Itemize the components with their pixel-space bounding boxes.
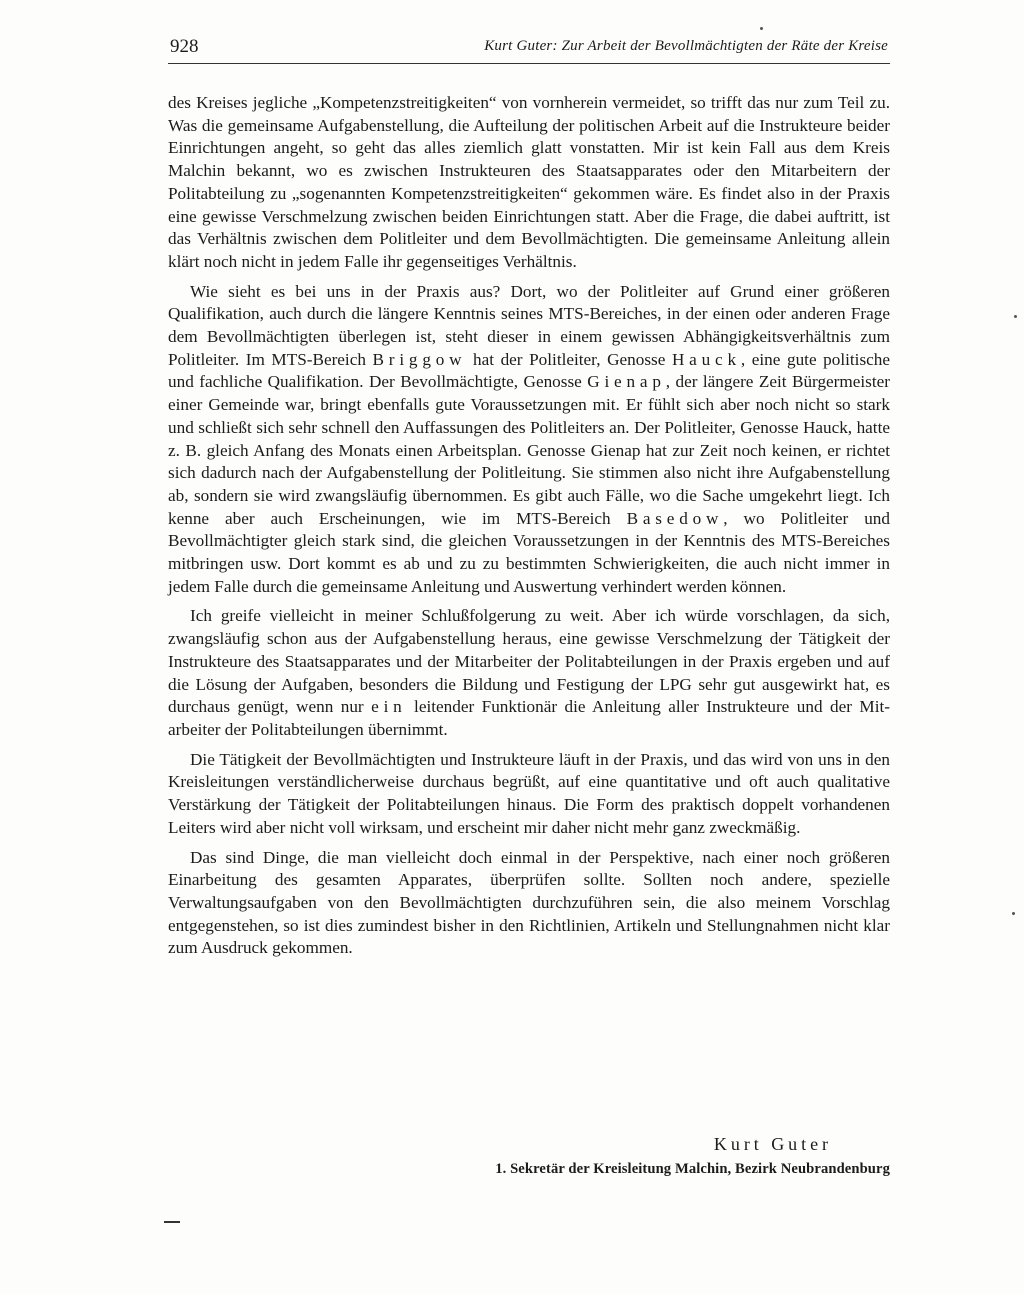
page-dash-mark xyxy=(164,1221,180,1223)
text-run: leitender Funktionär die Anleitung aller Instrukteure und der Mitarbeiter der Politabteilungen übernimmt. xyxy=(168,697,891,739)
paragraph-5 xyxy=(168,847,890,961)
author-role: 1. Sekretär der Kreisleitung Malchin, Bezirk Neubrandenburg xyxy=(495,1161,890,1177)
author-name: Kurt Guter xyxy=(713,1134,832,1154)
spaced-emphasis: Gienap xyxy=(587,372,666,392)
print-speck xyxy=(1014,315,1017,318)
paragraph-3 xyxy=(168,605,890,741)
paragraph-1 xyxy=(168,92,890,274)
author-signature-block xyxy=(420,1134,890,1178)
text-run: Die Tätigkeit der Bevollmächtigten und Instrukteure läuft in der Praxis, und das wird von uns in den Kreisleitungen verständlicherweise durchaus begrüßt, auf eine quantitative und oft auch qualitative Verstärkung der Tätigkeit der Politabteilungen hinaus. Die Form des praktisch doppelt vorhandenen Leiters wird aber nicht voll wirksam, und erscheint mir daher nicht mehr ganz zweckmäßig. xyxy=(168,749,890,837)
text-run: , der längere Zeit Bürgermeister einer Gemeinde war, bringt ebenfalls gute Voraussetzungen mit. Er fühlt sich aber noch nicht so stark und schließt sich sehr schnell den Auffassungen des Politleiters an. Der Politleiter, Genosse Hauck, hatte z. B. gleich Anfang des Monats einen Arbeitsplan. Genosse Gienap hat zur Zeit noch keinen, er richtet sich dadurch nach der Aufgabenstellung der Politleitung. Sie stimmen also nicht ihre Aufgabenstellung ab, sondern sie wird zwangsläufig übernommen. Es gibt auch Fälle, wo die Sache umgekehrt liegt. Ich kenne aber auch Erscheinungen, wie im MTS-Bereich xyxy=(168,372,890,528)
spaced-emphasis: Basedow xyxy=(626,508,724,528)
page-header xyxy=(168,34,890,60)
text-run: hat der Politleiter, Genosse xyxy=(466,349,672,369)
text-run: Das sind Dinge, die man vielleicht doch einmal in der Perspektive, nach einer noch größeren Einarbeitung des gesamten Apparates, überprüfen sollte. Sollten noch andere, spezielle Verwaltungsaufgaben von den Bevollmächtigten durchzuführen sein, die also meinem Vorschlag entgegenstehen, so ist dies zumindest bisher in den Richtlinien, Artikeln und Stellungnahmen nicht klar zum Ausdruck gekommen. xyxy=(168,847,890,958)
text-run: , eine gute politische und fachliche Qualifikation. Der Bevollmächtigte, Genosse xyxy=(168,349,890,392)
print-speck xyxy=(760,27,763,30)
paragraph-4 xyxy=(168,749,890,840)
spaced-emphasis: ein xyxy=(371,697,407,717)
text-run: Wie sieht es bei uns in der Praxis aus? Dort, wo der Politleiter auf Grund einer größeren Qualifikation, auch durch die längere Kenntnis seines MTS-Bereiches, in der einen oder anderen Frage dem Bevollmächtigten überlegen ist, steht dieser in einem gewissen Abhängigkeitsverhältnis zum Politleiter. Im MTS-Bereich xyxy=(168,281,890,369)
page-number: 928 xyxy=(170,36,199,57)
article-body xyxy=(168,92,890,960)
text-run: , wo Politleiter und Bevollmächtigter gleich stark sind, die gleichen Voraussetzungen in der Kenntnis des MTS-Bereiches mitbringen usw. Dort kommt es ab und zu zu bestimmten Schwierigkeiten, die auch nicht immer in jedem Falle durch die gemeinsame Anleitung und Auswertung verhindert werden können. xyxy=(168,508,890,596)
paragraph-2 xyxy=(168,281,890,599)
header-rule xyxy=(168,63,890,64)
text-run: Ich greife vielleicht in meiner Schlußfolgerung zu weit. Aber ich würde vorschlagen, da sich, zwangsläufig schon aus der Aufgabenstellung heraus, eine gewisse Verschmelzung der Tätigkeit der Instrukteure des Staatsapparates und der Mitarbeiter der Politabteilungen in der Praxis ergeben und auf die Lösung der Aufgaben, besonders die Bildung und Festigung der LPG sehr gut ausgewirkt hat, es durchaus genügt, wenn nur xyxy=(168,606,890,717)
print-speck xyxy=(1012,912,1015,915)
text-run: des Kreises jegliche „Kompetenzstreitigkeiten“ von vornherein vermeidet, so trifft das nur zum Teil zu. Was die gemeinsame Aufgabenstellung, die Aufteilung der politischen Arbeit auf die Instrukteure beider Einrichtungen angeht, so geht das alles ziemlich glatt vonstatten. Mir ist kein Fall aus dem Kreis Malchin bekannt, wo es zwischen Instrukteuren des Staatsapparates oder den Mitarbeitern der Politabteilung zu „sogenannten Kompetenzstreitigkeiten“ gekommen wäre. Es findet also in der Praxis eine gewisse Verschmelzung zwischen beiden Einrichtungen statt. Aber die Frage, die dabei auftritt, ist das Verhältnis zwischen dem Politleiter und dem Bevollmächtigten. Die gemeinsame Anleitung allein klärt noch nicht in jedem Falle ihr gegenseitiges Verhältnis. xyxy=(168,93,890,271)
running-title: Kurt Guter: Zur Arbeit der Bevollmächtigten der Räte der Kreise xyxy=(484,38,888,54)
spaced-emphasis: Briggow xyxy=(372,349,467,369)
spaced-emphasis: Hauck xyxy=(671,349,741,369)
